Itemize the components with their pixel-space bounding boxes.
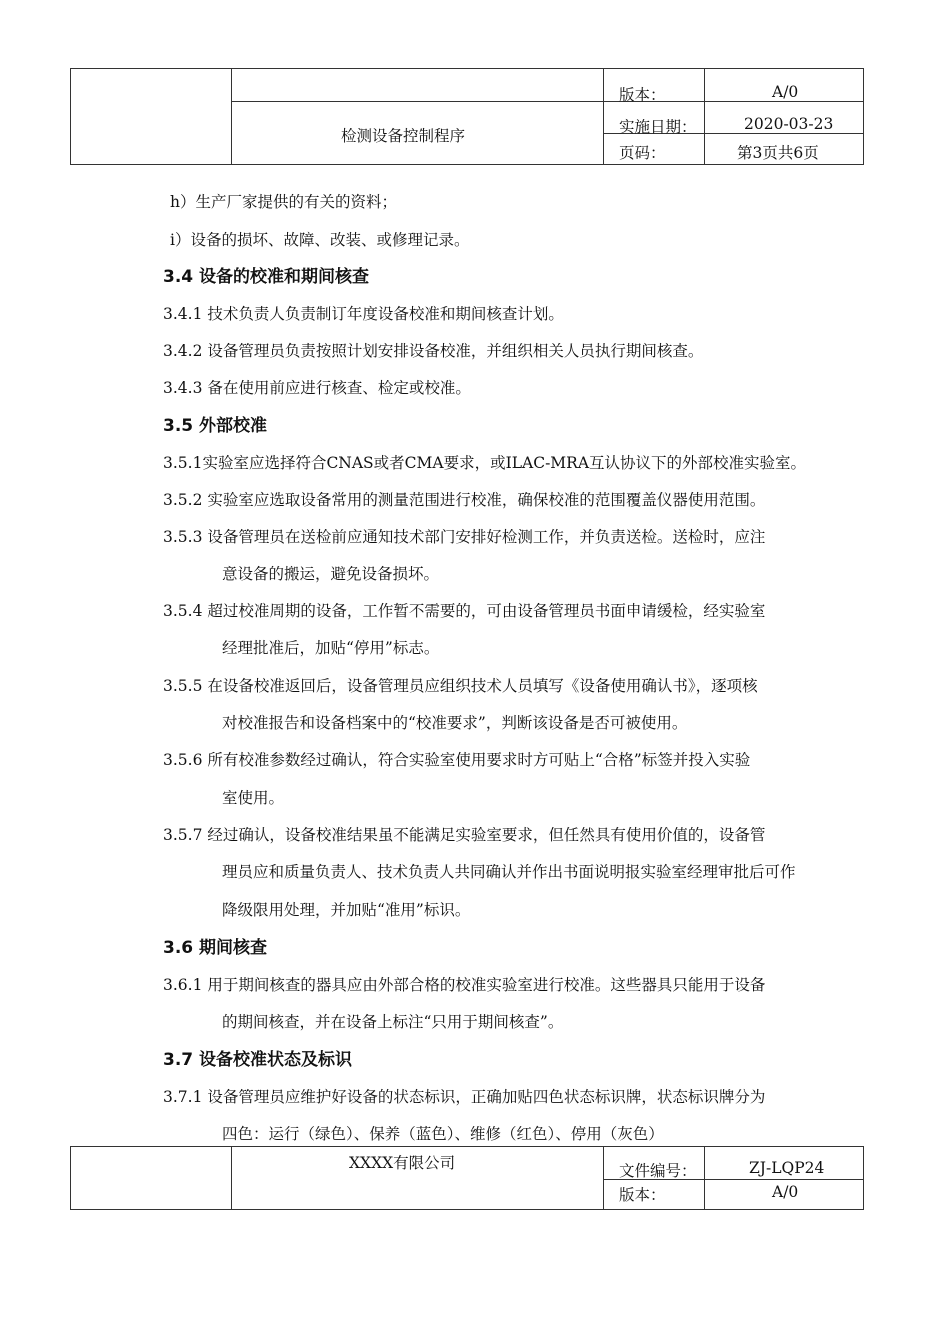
paragraph-3-5-4: 3.5.4 超过校准周期的设备，工作暂不需要的，可由设备管理员书面申请缓检，经实验室 (163, 602, 766, 620)
section-heading-3-5: 3.5 外部校准 (163, 416, 268, 436)
header-rule (231, 101, 863, 102)
paragraph-3-5-7: 3.5.7 经过确认，设备校准结果虽不能满足实验室要求，但任然具有使用价值的，设备管 (163, 826, 766, 844)
footer-divider (231, 1147, 232, 1209)
paragraph-3-4-3: 3.4.3 备在使用前应进行核查、检定或校准。 (163, 379, 471, 397)
section-heading-3-6: 3.6 期间核查 (163, 938, 268, 958)
paragraph-3-5-2: 3.5.2 实验室应选取设备常用的测量范围进行校准，确保校准的范围覆盖仪器使用范围。 (163, 491, 766, 509)
header-divider (231, 69, 232, 164)
paragraph-3-7-1: 3.7.1 设备管理员应维护好设备的状态标识，正确加贴四色状态标识牌，状态标识牌分为 (163, 1088, 766, 1106)
company-name: XXXX有限公司 (349, 1154, 456, 1172)
document-title: 检测设备控制程序 (341, 127, 466, 145)
section-heading-3-7: 3.7 设备校准状态及标识 (163, 1050, 353, 1070)
header-table (70, 68, 864, 165)
paragraph-3-4-1: 3.4.1 技术负责人负责制订年度设备校准和期间核查计划。 (163, 305, 564, 323)
list-item-h: h）生产厂家提供的有关的资料； (170, 193, 397, 211)
footer-divider (704, 1147, 705, 1209)
paragraph-3-5-6: 3.5.6 所有校准参数经过确认，符合实验室使用要求时方可贴上“合格”标签并投入实验 (163, 751, 751, 769)
section-heading-3-4: 3.4 设备的校准和期间核查 (163, 267, 370, 287)
paragraph-3-5-7-cont2: 降级限用处理，并加贴“准用”标识。 (222, 901, 471, 919)
date-label: 实施日期： (619, 118, 697, 136)
paragraph-3-5-7-cont: 理员应和质量负责人、技术负责人共同确认并作出书面说明报实验室经理审批后可作 (222, 863, 796, 881)
date-value: 2020-03-23 (744, 115, 834, 133)
footer-divider (603, 1147, 604, 1209)
version-label: 版本： (619, 86, 666, 104)
paragraph-3-4-2: 3.4.2 设备管理员负责按照计划安排设备校准，并组织相关人员执行期间核查。 (163, 342, 704, 360)
footer-version-value: A/0 (772, 1183, 799, 1201)
paragraph-3-5-6-cont: 室使用。 (222, 789, 285, 807)
paragraph-3-5-1: 3.5.1实验室应选择符合CNAS或者CMA要求，或ILAC-MRA互认协议下的外部校准实验室。 (163, 454, 807, 472)
header-divider (704, 69, 705, 164)
version-value: A/0 (772, 83, 799, 101)
docno-label: 文件编号： (619, 1162, 697, 1180)
paragraph-3-6-1-cont: 的期间核查，并在设备上标注“只用于期间核查”。 (222, 1013, 564, 1031)
paragraph-3-6-1: 3.6.1 用于期间核查的器具应由外部合格的校准实验室进行校准。这些器具只能用于设备 (163, 976, 766, 994)
header-divider (603, 69, 604, 164)
paragraph-3-7-1-cont: 四色：运行（绿色）、保养（蓝色）、维修（红色）、停用（灰色） (222, 1125, 664, 1143)
paragraph-3-5-4-cont: 经理批准后，加贴“停用”标志。 (222, 639, 440, 657)
paragraph-3-5-3-cont: 意设备的搬运，避免设备损坏。 (222, 565, 440, 583)
paragraph-3-5-5: 3.5.5 在设备校准返回后，设备管理员应组织技术人员填写《设备使用确认书》，逐项核 (163, 677, 758, 695)
footer-table (70, 1146, 864, 1210)
paragraph-3-5-5-cont: 对校准报告和设备档案中的“校准要求”，判断该设备是否可被使用。 (222, 714, 688, 732)
page-label: 页码： (619, 144, 666, 162)
page-value: 第3页共6页 (737, 144, 819, 162)
list-item-i: i）设备的损坏、故障、改装、或修理记录。 (170, 231, 470, 249)
paragraph-3-5-3: 3.5.3 设备管理员在送检前应通知技术部门安排好检测工作，并负责送检。送检时，应注 (163, 528, 766, 546)
footer-version-label: 版本： (619, 1186, 666, 1204)
docno-value: ZJ-LQP24 (749, 1159, 825, 1177)
